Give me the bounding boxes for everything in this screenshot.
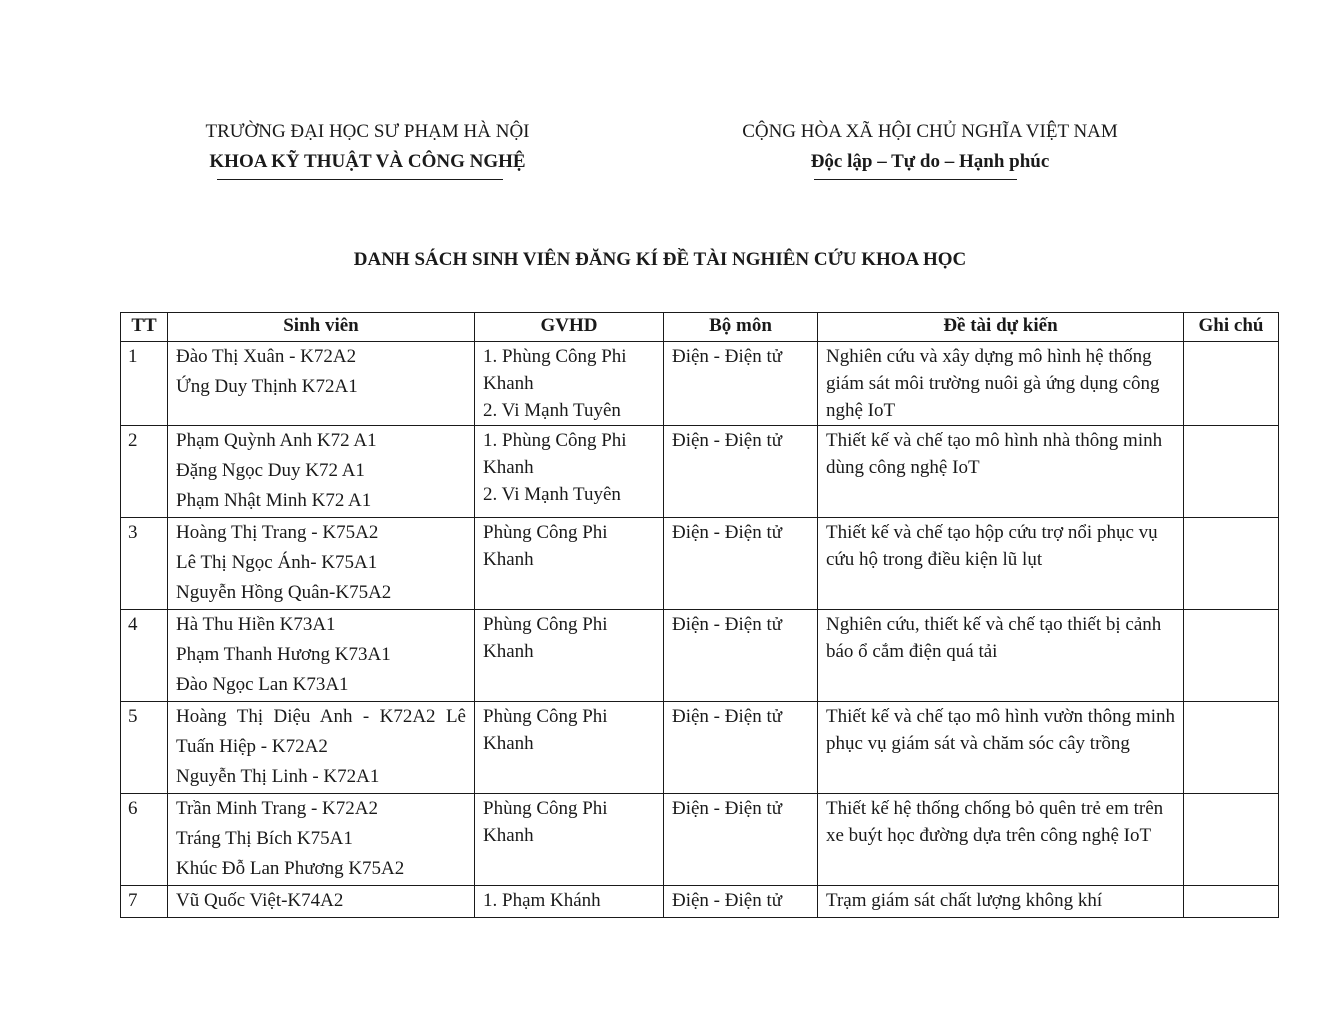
- table-row: [121, 702, 1279, 794]
- table-row: [121, 794, 1279, 886]
- note-cell: [1184, 518, 1279, 610]
- document-title: DANH SÁCH SINH VIÊN ĐĂNG KÍ ĐỀ TÀI NGHIÊN CỨU KHOA HỌC: [353, 249, 967, 270]
- note-cell: [1184, 342, 1279, 426]
- row-number: 5: [121, 702, 168, 794]
- table-row: [121, 426, 1279, 518]
- topic-cell: Nghiên cứu, thiết kế và chế tạo thiết bị cảnh báo ổ cắm điện quá tải: [818, 610, 1184, 702]
- department-cell: Điện - Điện tử: [664, 426, 818, 518]
- registration-table: [120, 312, 1279, 918]
- student-name: Khúc Đỗ Lan Phương K75A2: [176, 858, 405, 879]
- department-cell: Điện - Điện tử: [664, 518, 818, 610]
- advisor-name: 2. Vi Mạnh Tuyên: [483, 400, 621, 421]
- advisor-cell: [475, 794, 664, 886]
- row-number: 7: [121, 886, 168, 918]
- student-name: Tráng Thị Bích K75A1: [176, 828, 353, 849]
- student-name: Trần Minh Trang - K72A2: [176, 798, 378, 819]
- institution-header: [160, 117, 575, 177]
- advisor-name: 2. Vi Mạnh Tuyên: [483, 484, 621, 505]
- table-header-row: [121, 313, 1279, 342]
- university-name: TRƯỜNG ĐẠI HỌC SƯ PHẠM HÀ NỘI: [205, 121, 530, 142]
- note-cell: [1184, 426, 1279, 518]
- advisor-cell: [475, 426, 664, 518]
- students-cell: [168, 342, 475, 426]
- department-cell: Điện - Điện tử: [664, 610, 818, 702]
- topic-cell: Nghiên cứu và xây dựng mô hình hệ thống giám sát môi trường nuôi gà ứng dụng công nghệ IoT: [818, 342, 1184, 426]
- note-cell: [1184, 610, 1279, 702]
- students-cell: [168, 886, 475, 918]
- student-name: Lê Thị Ngọc Ánh- K75A1: [176, 552, 378, 573]
- students-cell: [168, 794, 475, 886]
- advisor-name: Phùng Công Phi Khanh: [483, 798, 608, 846]
- row-number: 4: [121, 610, 168, 702]
- topic-cell: Trạm giám sát chất lượng không khí: [818, 886, 1184, 918]
- student-name: Nguyễn Thị Linh - K72A1: [176, 766, 380, 787]
- department-cell: Điện - Điện tử: [664, 886, 818, 918]
- student-name: Hoàng Thị Diệu Anh - K72A2 Lê Tuấn Hiệp - K72A2: [176, 706, 466, 757]
- row-number: 2: [121, 426, 168, 518]
- national-header: [710, 117, 1150, 177]
- advisor-name: 1. Phùng Công Phi Khanh: [483, 346, 627, 394]
- student-name: Hoàng Thị Trang - K75A2: [176, 522, 379, 543]
- student-name: Đặng Ngọc Duy K72 A1: [176, 460, 365, 481]
- student-name: Hà Thu Hiền K73A1: [176, 614, 336, 635]
- col-header-topic: Đề tài dự kiến: [818, 313, 1184, 342]
- col-header-note: Ghi chú: [1184, 313, 1279, 342]
- col-header-students: Sinh viên: [168, 313, 475, 342]
- motto-underline: [814, 179, 1017, 180]
- faculty-name: KHOA KỸ THUẬT VÀ CÔNG NGHỆ: [209, 151, 526, 172]
- student-name: Đào Thị Xuân - K72A2: [176, 346, 357, 367]
- department-cell: Điện - Điện tử: [664, 702, 818, 794]
- student-name: Phạm Quỳnh Anh K72 A1: [176, 430, 377, 451]
- advisor-cell: [475, 518, 664, 610]
- col-header-advisor: GVHD: [475, 313, 664, 342]
- faculty-underline: [217, 179, 503, 180]
- row-number: 6: [121, 794, 168, 886]
- department-cell: Điện - Điện tử: [664, 342, 818, 426]
- table-row: [121, 610, 1279, 702]
- student-name: Nguyễn Hồng Quân-K75A2: [176, 582, 392, 603]
- students-cell: [168, 518, 475, 610]
- topic-cell: Thiết kế và chế tạo hộp cứu trợ nổi phục vụ cứu hộ trong điều kiện lũ lụt: [818, 518, 1184, 610]
- note-cell: [1184, 702, 1279, 794]
- student-name: Đào Ngọc Lan K73A1: [176, 674, 349, 695]
- department-cell: Điện - Điện tử: [664, 794, 818, 886]
- advisor-name: Phùng Công Phi Khanh: [483, 522, 608, 570]
- col-header-tt: TT: [121, 313, 168, 342]
- table-row: [121, 342, 1279, 426]
- student-name: Phạm Nhật Minh K72 A1: [176, 490, 372, 511]
- topic-cell: Thiết kế và chế tạo mô hình vườn thông minh phục vụ giám sát và chăm sóc cây trồng: [818, 702, 1184, 794]
- advisor-name: 1. Phạm Khánh: [483, 890, 601, 911]
- national-title: CỘNG HÒA XÃ HỘI CHỦ NGHĨA VIỆT NAM: [742, 121, 1118, 142]
- student-name: Vũ Quốc Việt-K74A2: [176, 890, 344, 911]
- note-cell: [1184, 886, 1279, 918]
- table-row: [121, 518, 1279, 610]
- col-header-department: Bộ môn: [664, 313, 818, 342]
- advisor-cell: [475, 702, 664, 794]
- advisor-name: 1. Phùng Công Phi Khanh: [483, 430, 627, 478]
- advisor-name: Phùng Công Phi Khanh: [483, 706, 608, 754]
- student-name: Phạm Thanh Hương K73A1: [176, 644, 391, 665]
- students-cell: [168, 610, 475, 702]
- table-row: [121, 886, 1279, 918]
- row-number: 3: [121, 518, 168, 610]
- note-cell: [1184, 794, 1279, 886]
- advisor-cell: [475, 886, 664, 918]
- students-cell: [168, 702, 475, 794]
- national-motto: Độc lập – Tự do – Hạnh phúc: [810, 151, 1050, 172]
- advisor-cell: [475, 342, 664, 426]
- students-cell: [168, 426, 475, 518]
- advisor-name: Phùng Công Phi Khanh: [483, 614, 608, 662]
- student-name: Ứng Duy Thịnh K72A1: [176, 376, 358, 397]
- advisor-cell: [475, 610, 664, 702]
- topic-cell: Thiết kế hệ thống chống bỏ quên trẻ em trên xe buýt học đường dựa trên công nghệ IoT: [818, 794, 1184, 886]
- row-number: 1: [121, 342, 168, 426]
- topic-cell: Thiết kế và chế tạo mô hình nhà thông minh dùng công nghệ IoT: [818, 426, 1184, 518]
